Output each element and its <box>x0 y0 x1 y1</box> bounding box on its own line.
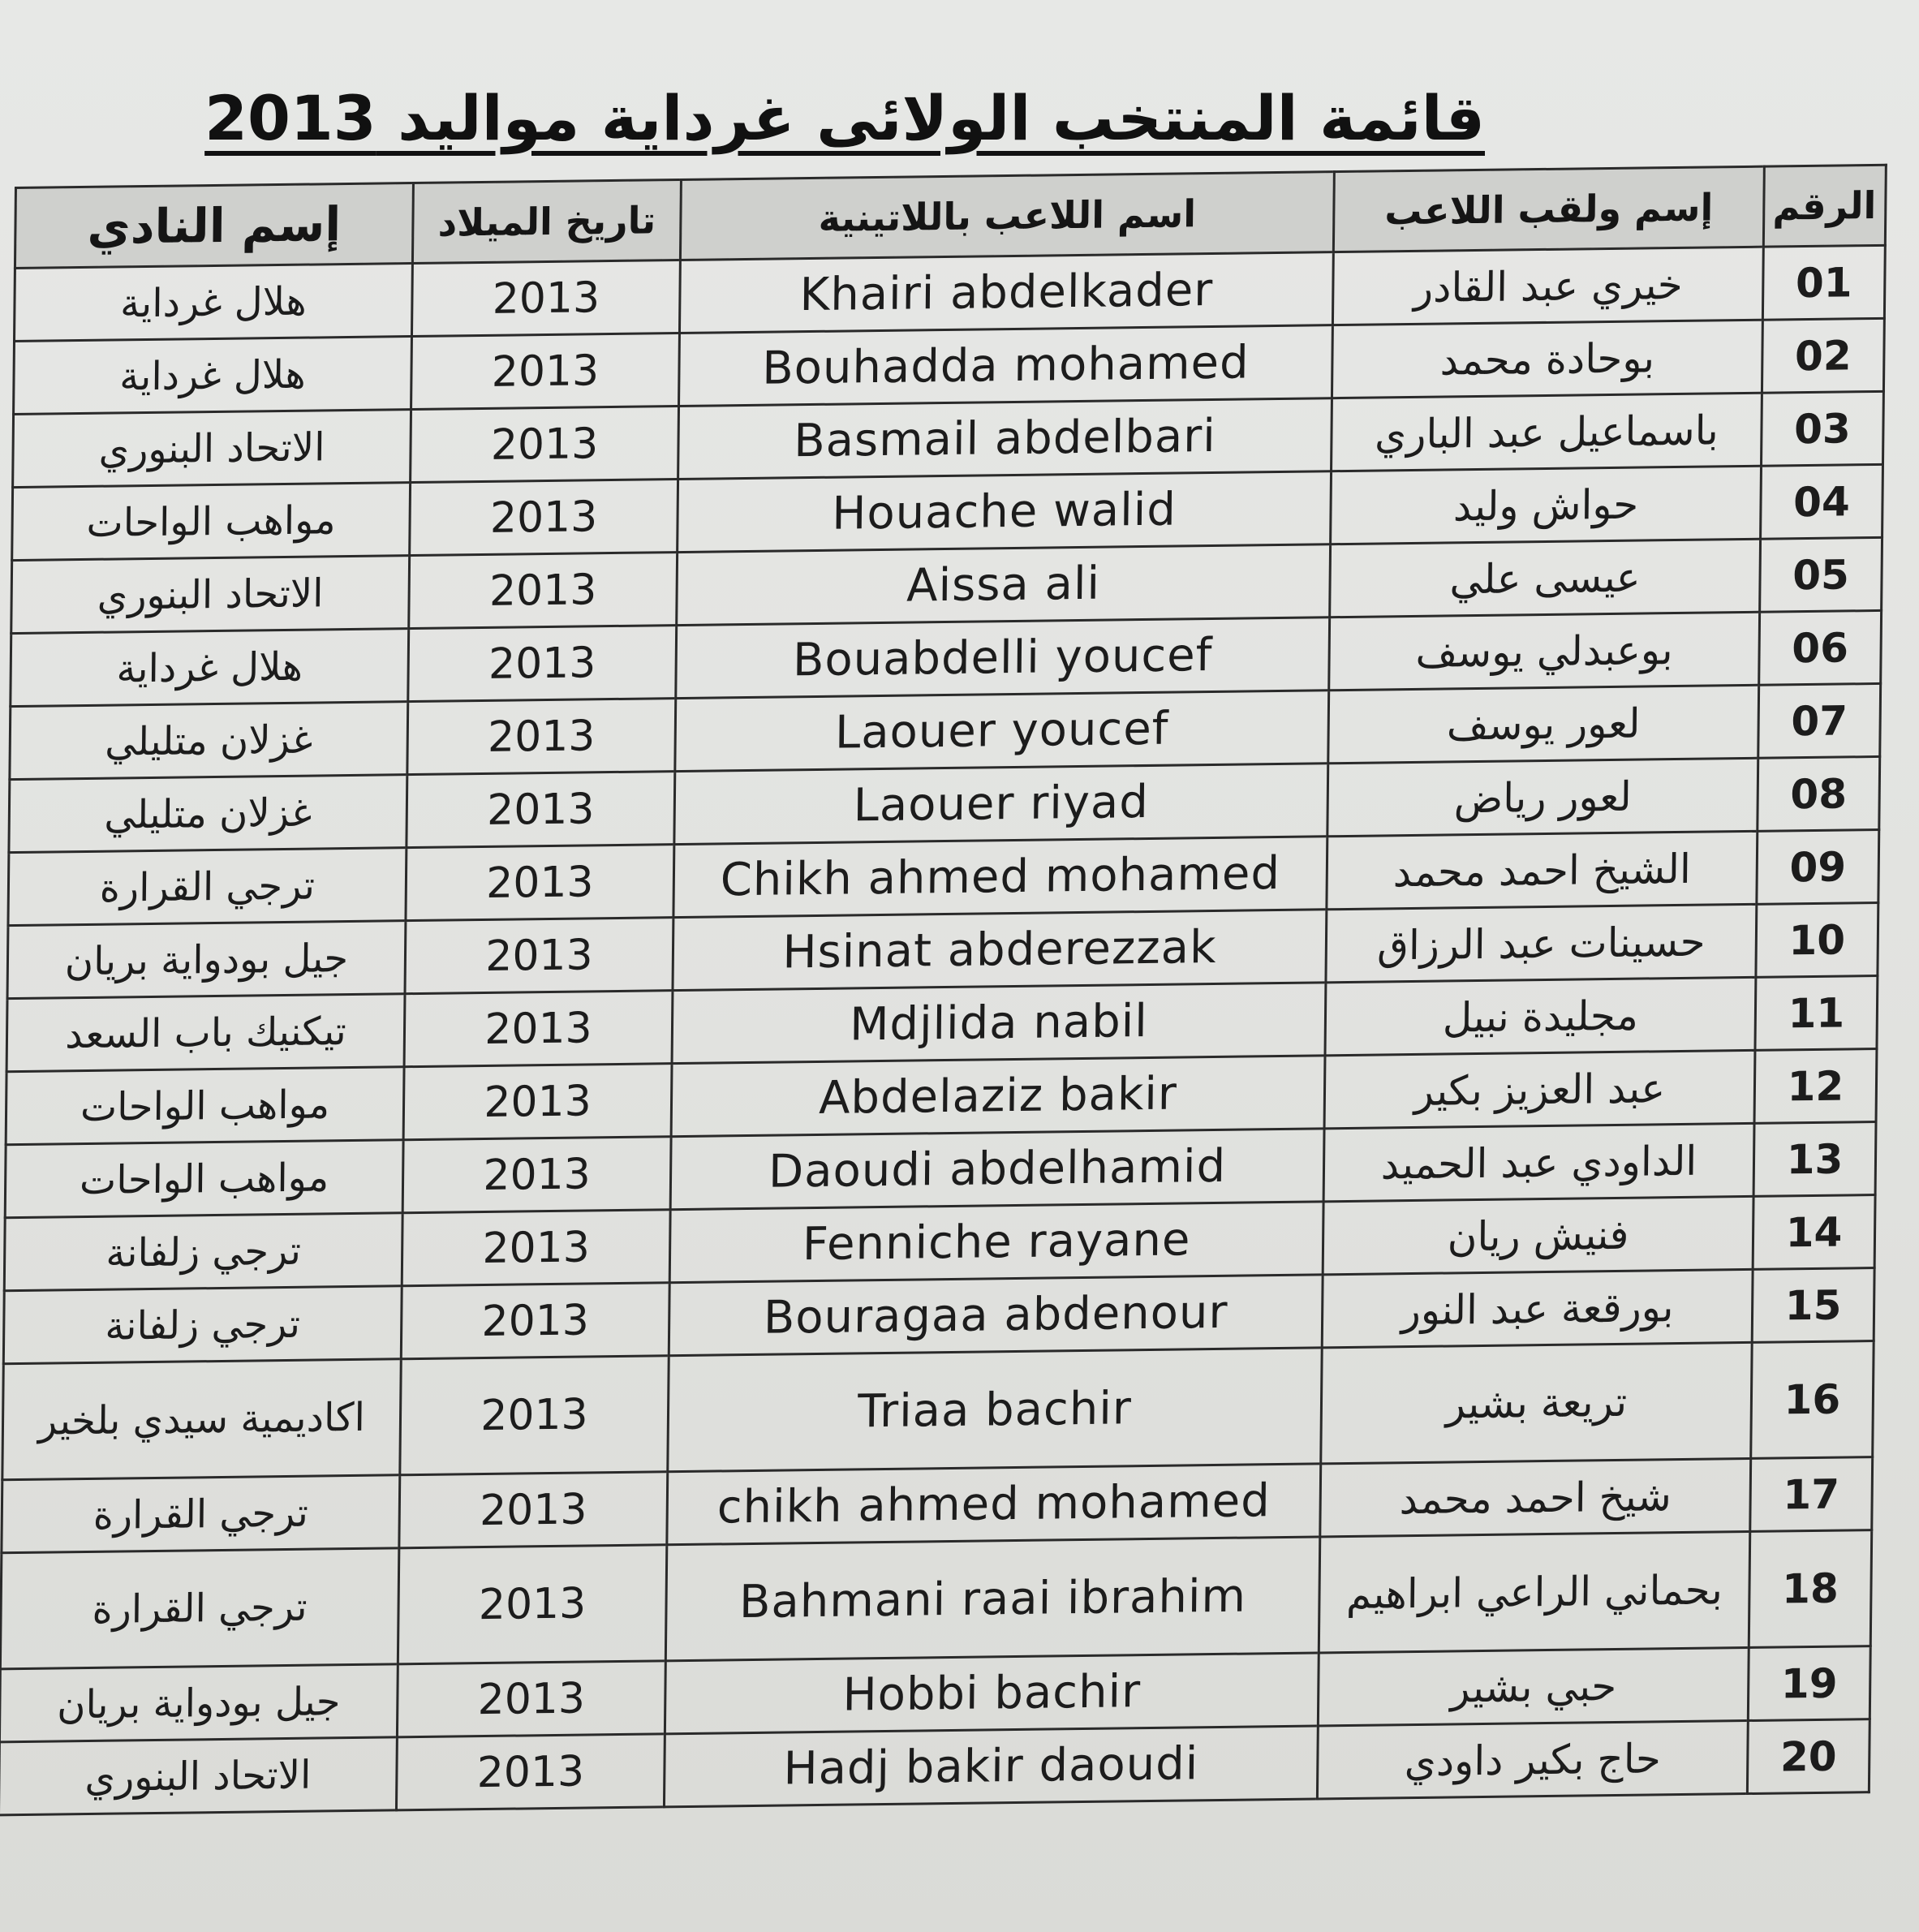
cell-number: 02 <box>1762 318 1884 393</box>
cell-club: ترجي القرارة <box>2 1475 400 1553</box>
cell-latin-name: Bouhadda mohamed <box>679 325 1333 407</box>
cell-club: مواهب الواحات <box>5 1140 403 1218</box>
cell-number: 14 <box>1753 1195 1875 1270</box>
cell-club: غزلان متليلي <box>9 775 407 853</box>
cell-club: ترجي زلفانة <box>3 1286 402 1364</box>
cell-club: الاتحاد البنوري <box>13 410 411 488</box>
cell-arabic-name: فنيش ريان <box>1323 1196 1753 1274</box>
cell-birth-date: 2013 <box>409 553 678 629</box>
cell-arabic-name: بوحادة محمد <box>1332 320 1762 398</box>
cell-arabic-name: الشيخ احمد محمد <box>1327 831 1758 909</box>
cell-number: 10 <box>1756 902 1878 977</box>
cell-number: 06 <box>1759 610 1882 685</box>
header-number: الرقم <box>1763 165 1886 247</box>
cell-club: هلال غرداية <box>11 629 409 707</box>
cell-club: جيل بودواية بريان <box>0 1664 398 1742</box>
cell-arabic-name: بحماني الراعي ابراهيم <box>1319 1531 1749 1653</box>
cell-birth-date: 2013 <box>403 1064 672 1140</box>
cell-arabic-name: عيسى علي <box>1330 539 1761 617</box>
cell-latin-name: Daoudi abdelhamid <box>670 1129 1324 1210</box>
cell-arabic-name: خيري عبد القادر <box>1332 247 1763 325</box>
cell-birth-date: 2013 <box>402 1210 670 1286</box>
cell-club: ترجي زلفانة <box>4 1213 402 1291</box>
cell-birth-date: 2013 <box>401 1283 669 1359</box>
cell-arabic-name: بورقعة عبد النور <box>1322 1269 1753 1347</box>
cell-latin-name: Bouabdelli youcef <box>676 617 1330 699</box>
cell-latin-name: Mdjlida nabil <box>672 983 1326 1064</box>
cell-latin-name: Aissa ali <box>677 544 1331 626</box>
cell-number: 05 <box>1760 537 1882 612</box>
cell-birth-date: 2013 <box>398 1545 666 1664</box>
cell-number: 20 <box>1747 1719 1870 1794</box>
cell-number: 08 <box>1758 756 1880 831</box>
cell-club: الاتحاد البنوري <box>11 556 410 634</box>
cell-arabic-name: باسماعيل عبد الباري <box>1332 393 1762 471</box>
cell-number: 11 <box>1755 975 1878 1050</box>
cell-birth-date: 2013 <box>410 480 678 556</box>
cell-arabic-name: شيخ احمد محمد <box>1320 1458 1751 1536</box>
cell-latin-name: Laouer youcef <box>675 691 1329 772</box>
roster-table-wrapper <box>0 164 1885 1817</box>
cell-number: 12 <box>1754 1049 1877 1124</box>
cell-number: 16 <box>1751 1341 1874 1459</box>
cell-birth-date: 2013 <box>402 1137 671 1213</box>
cell-number: 15 <box>1752 1268 1874 1343</box>
cell-arabic-name: لعور رياض <box>1327 758 1758 836</box>
cell-arabic-name: الداودي عبد الحميد <box>1323 1123 1754 1201</box>
cell-birth-date: 2013 <box>407 772 675 848</box>
cell-latin-name: Chikh ahmed mohamed <box>673 837 1327 918</box>
cell-arabic-name: حواش وليد <box>1331 466 1762 544</box>
cell-latin-name: Hobbi bachir <box>665 1653 1319 1734</box>
cell-club: جيل بودواية بريان <box>7 921 406 999</box>
cell-birth-date: 2013 <box>399 1472 668 1548</box>
cell-club: مواهب الواحات <box>6 1067 404 1145</box>
header-birth-date: تاريخ الميلاد <box>412 179 681 263</box>
cell-birth-date: 2013 <box>408 626 677 702</box>
cell-number: 04 <box>1761 464 1883 539</box>
cell-arabic-name: حبي بشير <box>1318 1647 1749 1725</box>
cell-birth-date: 2013 <box>406 845 674 921</box>
cell-club: هلال غرداية <box>15 264 413 342</box>
cell-number: 13 <box>1753 1122 1876 1197</box>
cell-latin-name: Hadj bakir daoudi <box>664 1726 1318 1807</box>
header-club: إسم النادي <box>15 183 413 268</box>
header-latin-name: اسم اللاعب باللاتينية <box>680 172 1334 260</box>
cell-birth-date: 2013 <box>405 918 673 994</box>
cell-number: 07 <box>1758 683 1881 758</box>
cell-latin-name: Houache walid <box>678 471 1332 553</box>
cell-birth-date: 2013 <box>404 991 673 1067</box>
cell-club: ترجي القرارة <box>0 1548 398 1669</box>
cell-birth-date: 2013 <box>397 1661 665 1737</box>
header-arabic-name: إسم ولقب اللاعب <box>1333 166 1764 252</box>
cell-birth-date: 2013 <box>396 1734 665 1810</box>
cell-latin-name: Triaa bachir <box>668 1348 1322 1472</box>
cell-arabic-name: عبد العزيز بكير <box>1324 1050 1755 1128</box>
cell-arabic-name: مجليدة نبيل <box>1325 977 1756 1055</box>
cell-club: تيكنيك باب السعد <box>6 994 405 1072</box>
table-row <box>0 1530 1871 1669</box>
cell-number: 17 <box>1750 1457 1873 1532</box>
cell-club: هلال غرداية <box>14 337 412 415</box>
cell-birth-date: 2013 <box>411 407 679 483</box>
cell-latin-name: Basmail abdelbari <box>678 398 1332 480</box>
cell-latin-name: Hsinat abderezzak <box>673 910 1327 991</box>
cell-birth-date: 2013 <box>411 333 680 409</box>
cell-latin-name: Bouragaa abdenour <box>669 1275 1323 1356</box>
cell-birth-date: 2013 <box>407 699 676 775</box>
cell-club: مواهب الواحات <box>12 483 411 561</box>
cell-latin-name: Laouer riyad <box>674 764 1328 845</box>
cell-number: 18 <box>1749 1530 1871 1648</box>
cell-arabic-name: حسينات عبد الرزاق <box>1326 904 1757 982</box>
cell-club: غزلان متليلي <box>10 702 408 780</box>
cell-arabic-name: لعور يوسف <box>1328 685 1759 763</box>
cell-latin-name: chikh ahmed mohamed <box>667 1464 1321 1545</box>
cell-arabic-name: بوعبدلي يوسف <box>1329 612 1760 690</box>
cell-club: اكاديمية سيدي بلخير <box>2 1359 401 1480</box>
cell-arabic-name: حاج بكير داودي <box>1317 1720 1748 1798</box>
cell-number: 03 <box>1762 391 1884 466</box>
cell-number: 09 <box>1757 829 1879 904</box>
cell-club: الاتحاد البنوري <box>0 1737 397 1815</box>
roster-table <box>0 164 1887 1817</box>
cell-birth-date: 2013 <box>411 260 680 336</box>
cell-latin-name: Khairi abdelkader <box>679 252 1333 333</box>
table-row <box>2 1341 1874 1480</box>
cell-arabic-name: تريعة بشير <box>1321 1342 1752 1464</box>
cell-birth-date: 2013 <box>400 1356 669 1475</box>
cell-latin-name: Abdelaziz bakir <box>671 1056 1325 1137</box>
cell-latin-name: Fenniche rayane <box>669 1202 1323 1283</box>
cell-club: ترجي القرارة <box>8 848 407 926</box>
cell-number: 19 <box>1748 1646 1870 1721</box>
cell-latin-name: Bahmani raai ibrahim <box>665 1537 1319 1661</box>
cell-number: 01 <box>1762 245 1885 320</box>
document-title: قائمة المنتخب الولائى غرداية مواليد 2013 <box>204 81 1485 154</box>
